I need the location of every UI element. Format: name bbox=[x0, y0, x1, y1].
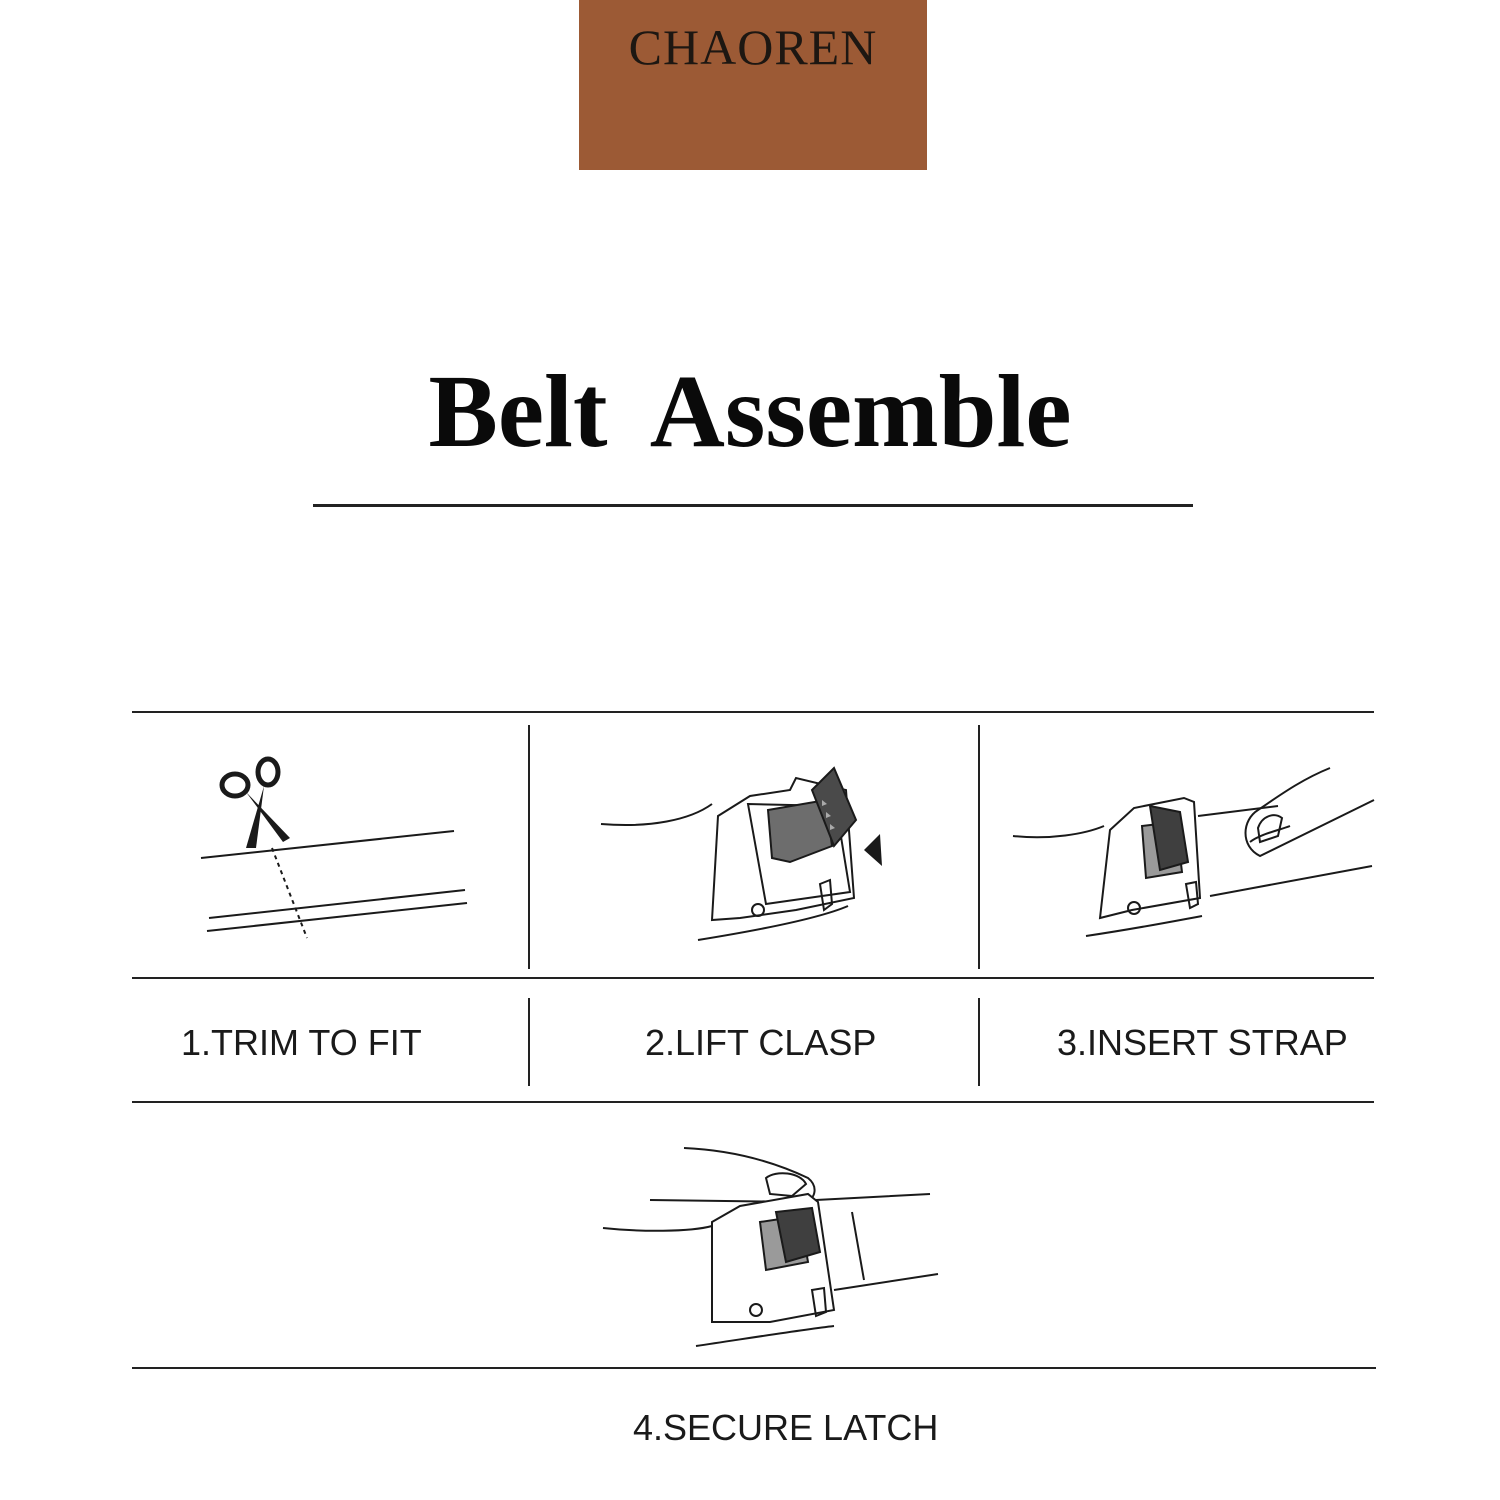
step-2-label: 2.LIFT CLASP bbox=[645, 1022, 877, 1063]
page-title: Belt Assemble bbox=[428, 354, 1072, 469]
buckle-latch-icon bbox=[603, 1148, 938, 1346]
buckle-insert-icon bbox=[1013, 768, 1374, 936]
buckle-open-icon bbox=[601, 768, 882, 940]
step-4-label: 4.SECURE LATCH bbox=[633, 1407, 939, 1448]
scissors-icon bbox=[222, 759, 290, 848]
belt-strap-trim bbox=[201, 831, 467, 938]
brand-name: CHAOREN bbox=[628, 19, 878, 75]
step-3-label: 3.INSERT STRAP bbox=[1057, 1022, 1348, 1063]
step-1-label: 1.TRIM TO FIT bbox=[181, 1022, 422, 1063]
